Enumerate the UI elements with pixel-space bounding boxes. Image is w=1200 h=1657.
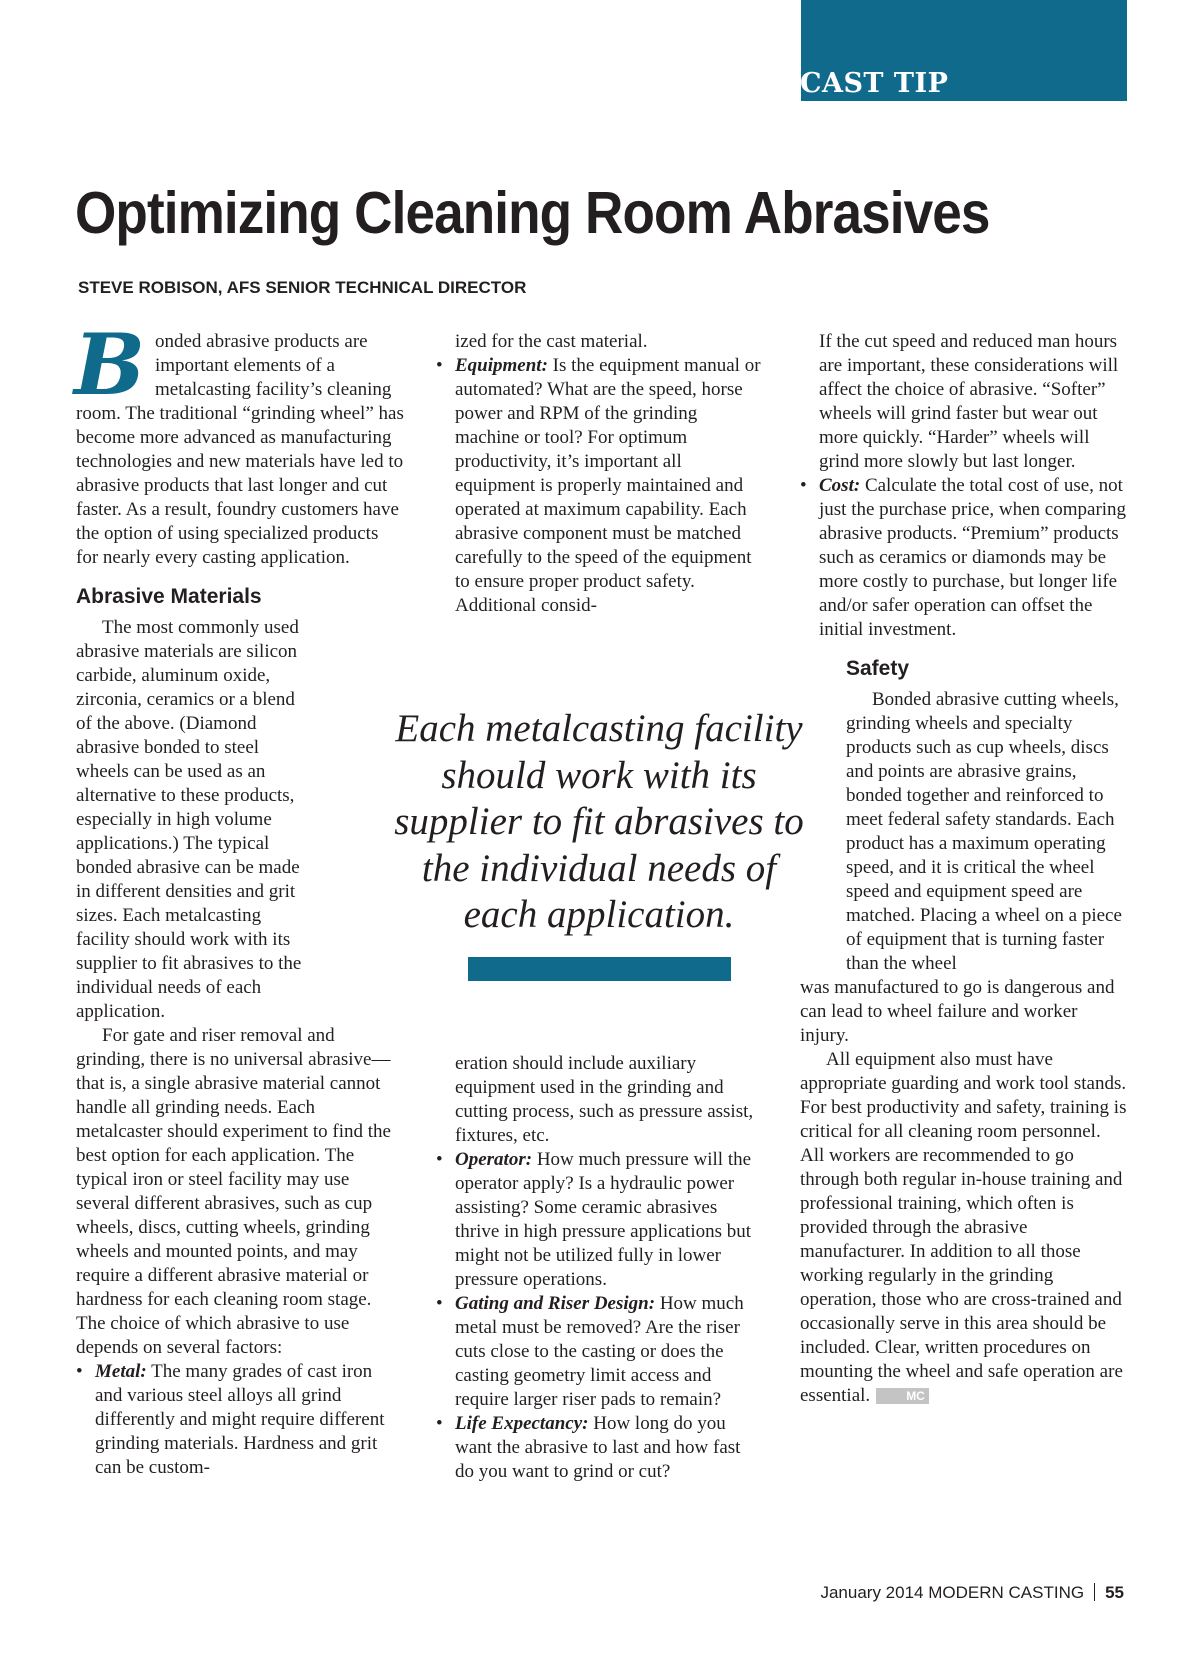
bullet-metal-text: The many grades of cast iron and various steel alloys all grind differently and might require different grinding materials. Hardness and grit can be custom- <box>95 1361 385 1478</box>
footer-separator <box>1094 1583 1095 1601</box>
article-byline: STEVE ROBISON, AFS SENIOR TECHNICAL DIRECTOR <box>78 278 527 297</box>
pull-quote-bar <box>468 957 731 981</box>
bullet-equipment-text: Is the equipment manual or automated? What are the speed, horse power and RPM of the grinding machine or tool? For optimum productivity, it’s important all equipment is properly maintained and operated at maximum capability. Each abrasive component must be matched carefully to the speed of the equipment to ensure proper product safety. Additional consid- <box>455 355 761 616</box>
column-3 <box>800 330 1127 1408</box>
bullet-dot: • <box>436 1149 443 1170</box>
equipment-continuation: eration should include auxiliary equipment used in the grinding and cutting process, such as pressure assist, fixtures, etc. <box>455 1053 754 1146</box>
bullet-equipment-term: Equipment: <box>455 355 548 376</box>
end-mark-badge: MC <box>876 1388 929 1404</box>
heading-abrasive-materials: Abrasive Materials <box>76 585 262 608</box>
bullet-dot: • <box>436 1293 443 1314</box>
abrasive-materials-paragraph-1: The most commonly used abrasive materials are silicon carbide, aluminum oxide, zirconia, ceramics or a blend of the above. (Diamond abrasive bonded to steel wheels can be used as an alternative to these products, especially in high volume applications.) The typical bonded abrasive can be made in different densities and grit sizes. Each metalcasting facility should work with its supplier to fit abrasives to the individual needs of each application. <box>76 617 302 1022</box>
bullet-metal <box>76 1360 404 1480</box>
page-footer <box>820 1582 1124 1604</box>
safety-paragraph-2-text: All equipment also must have appropriate guarding and work tool stands. For best productivity and safety, training is critical for all cleaning room personnel. All workers are recommended to go through both regular in-house training and professional training, which often is provided through the abrasive manufacturer. In addition to all those working regularly in the grinding operation, those who are cross-trained and occasionally serve in this area should be included. Clear, written procedures on mounting the wheel and safe operation are essential. <box>800 1049 1127 1406</box>
bullet-operator-term: Operator: <box>455 1149 533 1170</box>
bullet-gating-text: How much metal must be removed? Are the riser cuts close to the casting or does the casting geometry limit access and require larger riser pads to remain? <box>455 1293 744 1410</box>
bullet-dot: • <box>76 1361 83 1382</box>
bullet-dot: • <box>436 355 443 376</box>
pull-quote: Each metalcasting facility should work with its supplier to fit abrasives to the individual needs of each application. <box>394 707 804 936</box>
bullet-operator <box>436 1148 763 1292</box>
column-3-continuation: If the cut speed and reduced man hours are important, these considerations will affect the choice of abrasive. “Softer” wheels will grind faster but wear out more quickly. “Harder” wheels will grind more slowly but last longer. <box>819 331 1119 472</box>
footer-date: January 2014 <box>820 1583 924 1602</box>
bullet-life-term: Life Expectancy: <box>455 1413 589 1434</box>
bullet-gating <box>436 1292 763 1412</box>
safety-section-narrow <box>846 656 1127 976</box>
footer-magazine: MODERN CASTING <box>928 1583 1085 1602</box>
heading-safety: Safety <box>846 657 910 680</box>
intro-paragraph <box>74 315 404 570</box>
article-title: Optimizing Cleaning Room Abrasives <box>75 180 990 246</box>
intro-text: onded abrasive products are important elements of a metalcasting facility’s cleaning room. The traditional “grinding wheel” has become more advanced as manufacturing technologies and new materials have led to abrasive products that last longer and cut faster. As a result, foundry customers have the option of using specialized products for nearly every casting application. <box>76 331 404 568</box>
bullet-life-text: How long do you want the abrasive to last and how fast do you want to grind or cut? <box>455 1413 741 1482</box>
column-1 <box>74 315 404 1480</box>
bullet-dot: • <box>800 475 807 496</box>
bullet-metal-term: Metal: <box>95 1361 147 1382</box>
safety-paragraph-2 <box>800 1048 1127 1408</box>
column-2-top <box>436 330 763 618</box>
bullet-operator-text: How much pressure will the operator apply? Is a hydraulic power assisting? Some ceramic abrasives thrive in high pressure applications but might not be utilized fully in lower pressure operations. <box>455 1149 752 1290</box>
drop-cap: B <box>74 315 145 414</box>
column-2-continuation: ized for the cast material. <box>455 331 648 352</box>
bullet-dot: • <box>436 1413 443 1434</box>
bullet-cost-term: Cost: <box>819 475 861 496</box>
bullet-life-expectancy <box>436 1412 763 1484</box>
bullet-equipment <box>436 354 763 618</box>
bullet-cost <box>800 474 1127 642</box>
bullet-cost-text: Calculate the total cost of use, not just the purchase price, when comparing abrasive products. “Premium” products such as ceramics or diamonds may be more costly to purchase, but longer life and/or safer operation can offset the initial investment. <box>819 475 1127 640</box>
section-tag: CAST TIP <box>800 68 949 99</box>
safety-paragraph-1: Bonded abrasive cutting wheels, grinding wheels and specialty products such as cup wheels, discs and points are abrasive grains, bonded together and reinforced to meet federal safety standards. Each product has a maximum operating speed, and it is critical the wheel speed and equipment speed are matched. Placing a wheel on a piece of equipment that is turning faster than the wheel <box>846 689 1122 974</box>
bullet-gating-term: Gating and Riser Design: <box>455 1293 656 1314</box>
page-number: 55 <box>1105 1583 1124 1602</box>
abrasive-materials-paragraph-2: For gate and riser removal and grinding, there is no universal abrasive—that is, a single abrasive material cannot handle all grinding needs. Each metalcaster should experiment to find the best option for each application. The typical iron or steel facility may use several different abrasives, such as cup wheels, discs, cutting wheels, grinding wheels and mounted points, and may require a different abrasive material or hardness for each cleaning room stage. The choice of which abrasive to use depends on several factors: <box>76 1025 391 1358</box>
safety-paragraph-1-end: was manufactured to go is dangerous and can lead to wheel failure and worker injury. <box>800 977 1115 1046</box>
column-2-bottom <box>436 1052 763 1484</box>
